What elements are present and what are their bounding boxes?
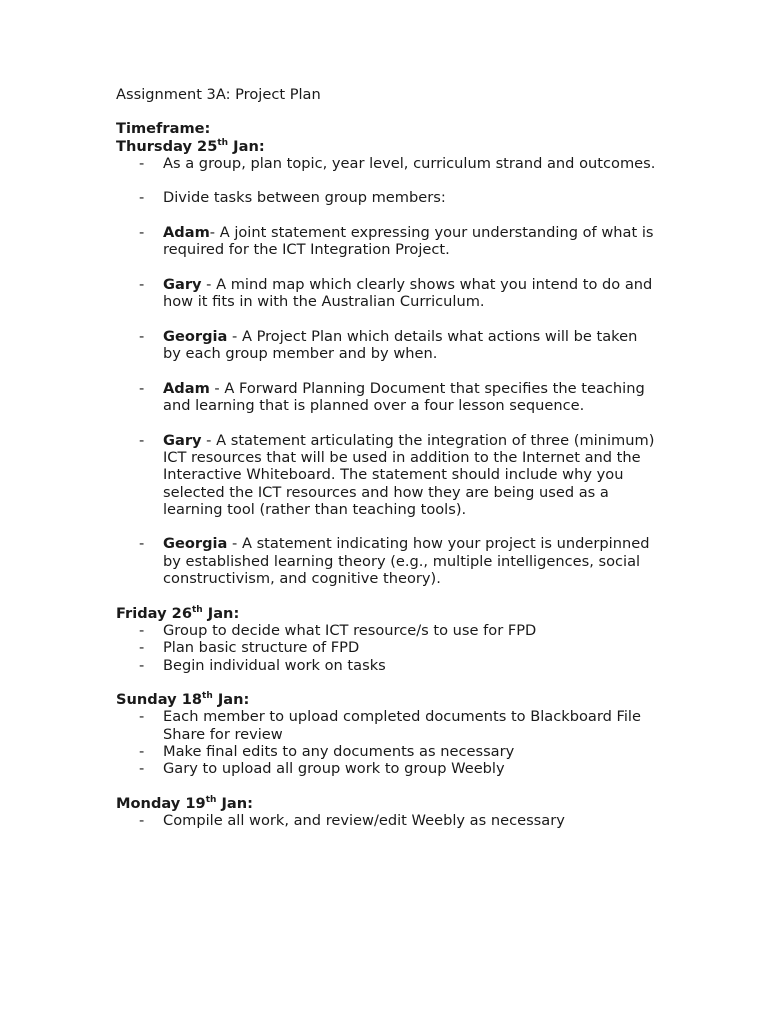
member-name: Adam [163, 379, 210, 397]
list-item [116, 760, 656, 777]
member-name: Georgia [163, 327, 228, 345]
list-item [116, 224, 656, 259]
monday-task-list [116, 812, 656, 829]
list-item [116, 328, 656, 363]
item-text: - A mind map which clearly shows what you intend to do and how it fits in with the Australian Curriculum. [163, 275, 653, 311]
item-text: Plan basic structure of FPD [163, 639, 360, 657]
dash-bullet: - [139, 379, 145, 397]
thursday-task-list [116, 155, 656, 587]
item-text: Gary to upload all group work to group Weebly [163, 760, 505, 778]
list-item [116, 155, 656, 172]
ordinal-suffix: th [202, 691, 213, 702]
sunday-task-list [116, 708, 656, 777]
month-label: Jan: [228, 137, 265, 155]
item-text: Divide tasks between group members: [163, 189, 446, 207]
member-name: Gary [163, 431, 202, 449]
day-label: Sunday 18 [116, 691, 203, 709]
member-name: Gary [163, 275, 202, 293]
ordinal-suffix: th [217, 137, 229, 148]
dash-bullet: - [139, 431, 145, 449]
dash-bullet: - [139, 708, 145, 726]
dash-bullet: - [139, 154, 145, 172]
dash-bullet: - [139, 656, 145, 674]
list-item [116, 639, 656, 656]
item-text: Make final edits to any documents as necessary [163, 742, 515, 760]
day-heading-monday [116, 795, 656, 812]
list-item [116, 622, 656, 639]
member-name: Adam [163, 224, 210, 242]
day-heading-sunday [116, 691, 656, 708]
dash-bullet: - [139, 621, 145, 639]
ordinal-suffix: th [191, 604, 203, 615]
list-item [116, 380, 656, 415]
day-heading-friday [116, 605, 656, 622]
list-item [116, 535, 656, 587]
list-item [116, 743, 656, 760]
document-page [116, 86, 656, 829]
month-label: Jan: [212, 691, 250, 709]
day-label: Thursday 25 [116, 137, 218, 155]
item-text: Begin individual work on tasks [163, 656, 386, 674]
friday-task-list [116, 622, 656, 674]
item-text: Each member to upload completed documents to Blackboard File Share for review [163, 708, 641, 743]
list-item [116, 189, 656, 206]
item-text: - A joint statement expressing your understanding of what is required for the ICT Integration Project. [163, 224, 654, 259]
list-item [116, 276, 656, 311]
day-label: Friday 26 [116, 604, 192, 622]
dash-bullet: - [139, 275, 145, 293]
dash-bullet: - [139, 327, 145, 345]
timeframe-heading: Timeframe: [116, 120, 211, 138]
dash-bullet: - [139, 189, 145, 207]
dash-bullet: - [139, 760, 145, 778]
item-text: - A Forward Planning Document that specifies the teaching and learning that is planned over a four lesson sequence. [163, 379, 645, 415]
item-text: - A statement indicating how your project is underpinned by established learning theory (e.g., multiple intelligences, social constructivism, and cognitive theory). [163, 535, 650, 588]
list-item [116, 812, 656, 829]
dash-bullet: - [139, 639, 145, 657]
item-text: - A statement articulating the integration of three (minimum) ICT resources that will be used in addition to the Internet and the Interactive Whiteboard. The statement should include why you selected the ICT resources and how they are being used as a learning tool (rather than teaching tools). [163, 431, 655, 518]
ordinal-suffix: th [205, 794, 217, 805]
document-title: Assignment 3A: Project Plan [116, 86, 321, 103]
item-text: Group to decide what ICT resource/s to use for FPD [163, 621, 537, 639]
day-heading-thursday [116, 138, 656, 155]
member-name: Georgia [163, 535, 228, 553]
dash-bullet: - [139, 812, 145, 830]
item-text: - A Project Plan which details what actions will be taken by each group member and by when. [163, 327, 638, 363]
item-text: Compile all work, and review/edit Weebly as necessary [163, 812, 565, 830]
item-text: As a group, plan topic, year level, curriculum strand and outcomes. [163, 154, 656, 172]
dash-bullet: - [139, 535, 145, 553]
list-item [116, 432, 656, 518]
month-label: Jan: [216, 794, 253, 812]
dash-bullet: - [139, 224, 145, 242]
day-label: Monday 19 [116, 794, 206, 812]
month-label: Jan: [202, 604, 240, 622]
list-item [116, 708, 656, 743]
dash-bullet: - [139, 742, 145, 760]
list-item [116, 657, 656, 674]
